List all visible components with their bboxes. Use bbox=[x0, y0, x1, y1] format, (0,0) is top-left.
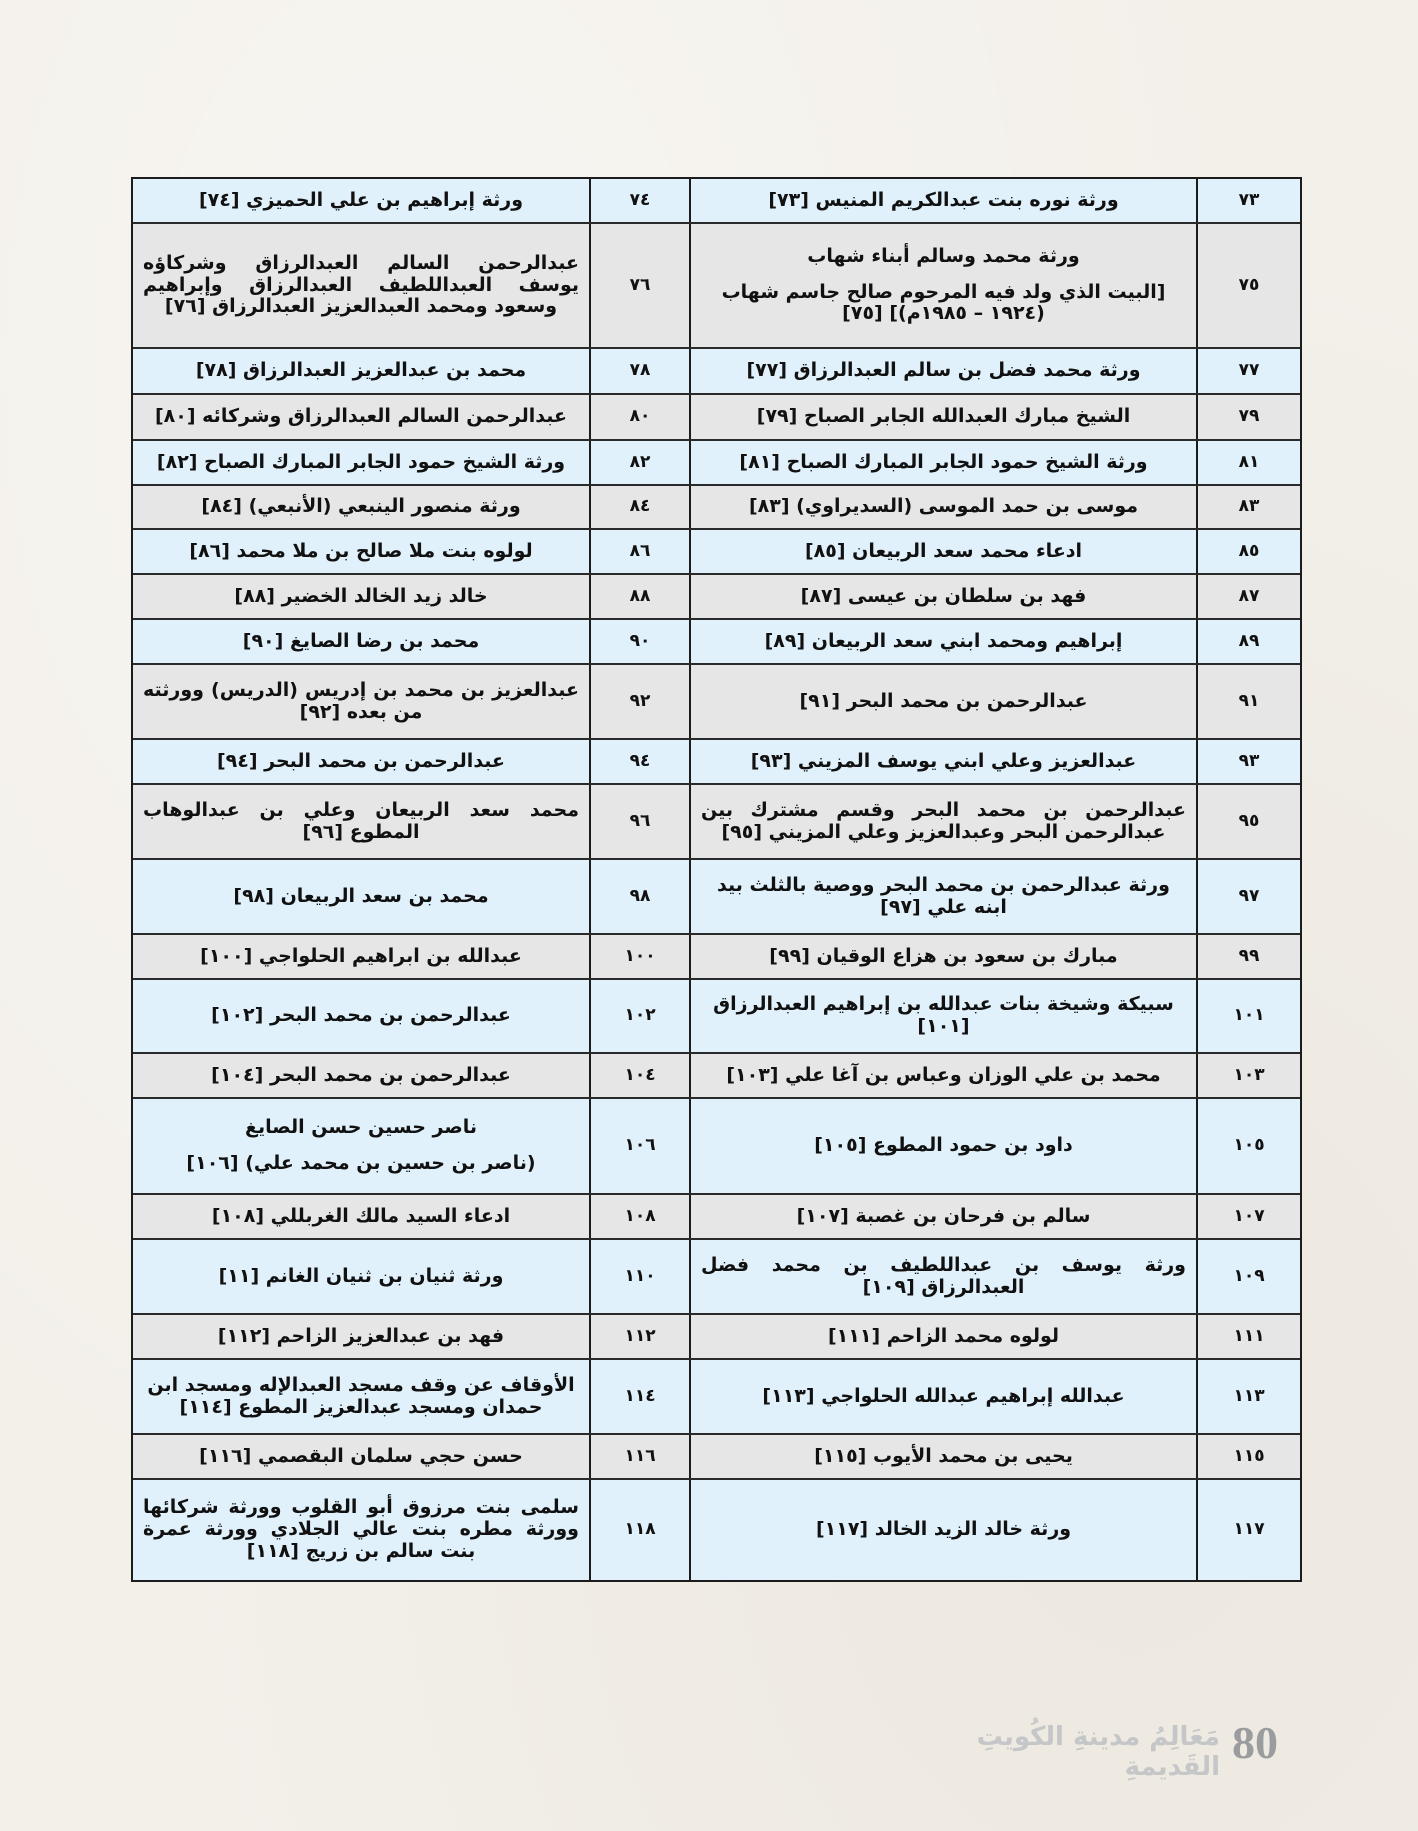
owner-name: عبدالرحمن بن محمد البحر [١٠٢] bbox=[211, 1004, 511, 1027]
owner-name: ورثة الشيخ حمود الجابر المبارك الصباح [٨٢] bbox=[156, 450, 566, 473]
row-number: ١١٢ bbox=[589, 1315, 689, 1358]
owner-name: محمد بن رضا الصايغ [٩٠] bbox=[242, 629, 480, 652]
owner-name-cell bbox=[133, 1360, 589, 1433]
page-number: 80 bbox=[1232, 1717, 1278, 1768]
table-row bbox=[133, 486, 1300, 530]
owner-name-cell bbox=[689, 860, 1196, 933]
table-row bbox=[133, 349, 1300, 395]
row-number: ٩٢ bbox=[589, 665, 689, 738]
owner-name-cell bbox=[133, 980, 589, 1052]
owner-name-cell bbox=[689, 980, 1196, 1052]
table-row bbox=[133, 179, 1300, 224]
row-number: ٨٧ bbox=[1196, 575, 1300, 618]
owner-name: لولوه محمد الزاحم [١١١] bbox=[827, 1324, 1060, 1347]
row-number: ١٠١ bbox=[1196, 980, 1300, 1052]
table-row bbox=[133, 1099, 1300, 1195]
owner-name-cell bbox=[689, 486, 1196, 528]
row-number: ٧٩ bbox=[1196, 395, 1300, 439]
row-number: ٨٩ bbox=[1196, 620, 1300, 663]
owner-name: ناصر حسين حسن الصايغ bbox=[245, 1116, 477, 1139]
owner-name: ورثة محمد وسالم أبناء شهاب bbox=[807, 244, 1080, 267]
owner-name: ورثة منصور الينبعي (الأنبعي) [٨٤] bbox=[201, 495, 521, 518]
property-owners-table bbox=[131, 177, 1302, 1582]
table-row bbox=[133, 1480, 1300, 1580]
owner-name: فهد بن سلطان بن عيسى [٨٧] bbox=[800, 584, 1087, 607]
owner-name-cell bbox=[133, 740, 589, 783]
owner-name: عبدالرحمن بن محمد البحر [١٠٤] bbox=[211, 1063, 511, 1086]
owner-name-cell bbox=[689, 349, 1196, 393]
row-number: ٨٥ bbox=[1196, 530, 1300, 573]
row-number: ٧٣ bbox=[1196, 179, 1300, 222]
owner-name: حسن حجي سلمان البقصمي [١١٦] bbox=[199, 1444, 523, 1467]
owner-name: عبدالرحمن بن محمد البحر [٩١] bbox=[799, 689, 1088, 712]
owner-name: ورثة الشيخ حمود الجابر المبارك الصباح [٨١] bbox=[739, 450, 1148, 473]
owner-name-cell bbox=[689, 740, 1196, 783]
owner-note: [البيت الذي ولد فيه المرحوم صالح جاسم شهاب (١٩٢٤ – ١٩٨٥م)] [٧٥] bbox=[721, 280, 1166, 325]
table-row bbox=[133, 1315, 1300, 1360]
row-number: ٩٩ bbox=[1196, 935, 1300, 978]
owner-name: ادعاء السيد مالك الغربللي [١٠٨] bbox=[211, 1204, 511, 1227]
row-number: ٩١ bbox=[1196, 665, 1300, 738]
owner-name: فهد بن عبدالعزيز الزاحم [١١٢] bbox=[217, 1324, 505, 1347]
owner-name-cell bbox=[133, 575, 589, 618]
owner-name-cell bbox=[133, 395, 589, 439]
owner-name-cell bbox=[689, 1054, 1196, 1097]
owner-name-cell bbox=[689, 1435, 1196, 1478]
owner-name-cell bbox=[689, 935, 1196, 978]
owner-name: محمد بن سعد الربيعان [٩٨] bbox=[233, 884, 489, 907]
owner-name-cell bbox=[133, 620, 589, 663]
table-row bbox=[133, 395, 1300, 441]
owner-name-cell bbox=[689, 179, 1196, 222]
row-number: ٧٨ bbox=[589, 349, 689, 393]
row-number: ١١٠ bbox=[589, 1240, 689, 1313]
table-row bbox=[133, 1240, 1300, 1315]
owner-name: سالم بن فرحان بن غصبة [١٠٧] bbox=[796, 1204, 1091, 1227]
owner-name: عبدالله إبراهيم عبدالله الحلواجي [١١٣] bbox=[762, 1384, 1125, 1407]
row-number: ٩٧ bbox=[1196, 860, 1300, 933]
row-number: ٩٠ bbox=[589, 620, 689, 663]
owner-name-cell bbox=[689, 1240, 1196, 1313]
owner-name-cell bbox=[689, 395, 1196, 439]
owner-name-cell bbox=[689, 575, 1196, 618]
row-number: ٨٠ bbox=[589, 395, 689, 439]
row-number: ١٠٦ bbox=[589, 1099, 689, 1193]
owner-alias: (ناصر بن حسين بن محمد علي) [١٠٦] bbox=[186, 1152, 536, 1174]
table-row bbox=[133, 441, 1300, 486]
row-number: ١١٦ bbox=[589, 1435, 689, 1478]
owner-name: عبدالعزيز بن محمد بن إدريس (الدريس) وورثته من بعده [٩٢] bbox=[143, 678, 579, 723]
owner-name-cell bbox=[689, 530, 1196, 573]
owner-name: محمد بن علي الوزان وعباس بن آغا علي [١٠٣] bbox=[726, 1063, 1161, 1086]
row-number: ١٠٨ bbox=[589, 1195, 689, 1238]
owner-name: عبدالرحمن السالم العبدالرزاق وشركائه [٨٠] bbox=[154, 405, 568, 428]
owner-name-cell bbox=[133, 224, 589, 347]
owner-name: إبراهيم ومحمد ابني سعد الربيعان [٨٩] bbox=[764, 629, 1123, 652]
row-number: ١١٤ bbox=[589, 1360, 689, 1433]
row-number: ١١٣ bbox=[1196, 1360, 1300, 1433]
owner-name: خالد زيد الخالد الخضير [٨٨] bbox=[234, 584, 488, 607]
owner-name: مبارك بن سعود بن هزاع الوقيان [٩٩] bbox=[769, 944, 1118, 967]
owner-name-cell bbox=[689, 224, 1196, 347]
owner-name-cell bbox=[689, 1360, 1196, 1433]
owner-name: الأوقاف عن وقف مسجد العبدالإله ومسجد ابن حمدان ومسجد عبدالعزيز المطوع [١١٤] bbox=[147, 1373, 575, 1418]
table-row bbox=[133, 1435, 1300, 1480]
row-number: ١٠٣ bbox=[1196, 1054, 1300, 1097]
row-number: ٨١ bbox=[1196, 441, 1300, 484]
table-row bbox=[133, 935, 1300, 980]
owner-name-cell bbox=[133, 486, 589, 528]
table-row bbox=[133, 980, 1300, 1054]
row-number: ٨٣ bbox=[1196, 486, 1300, 528]
table-row bbox=[133, 740, 1300, 785]
owner-name-cell bbox=[689, 1195, 1196, 1238]
owner-name: عبدالله بن ابراهيم الحلواجي [١٠٠] bbox=[200, 944, 522, 967]
row-number: ٩٦ bbox=[589, 785, 689, 858]
row-number: ١٠٤ bbox=[589, 1054, 689, 1097]
owner-name-cell bbox=[133, 935, 589, 978]
table-row bbox=[133, 785, 1300, 860]
owner-name: ورثة إبراهيم بن علي الحميزي [٧٤] bbox=[198, 188, 524, 211]
table-row bbox=[133, 1195, 1300, 1240]
row-number: ٩٤ bbox=[589, 740, 689, 783]
owner-name-cell bbox=[133, 1480, 589, 1580]
owner-name-cell bbox=[133, 349, 589, 393]
table-row bbox=[133, 620, 1300, 665]
owner-name-cell bbox=[133, 1435, 589, 1478]
owner-name-cell bbox=[133, 665, 589, 738]
row-number: ٧٧ bbox=[1196, 349, 1300, 393]
owner-name: ورثة نوره بنت عبدالكريم المنيس [٧٣] bbox=[768, 188, 1119, 211]
row-number: ٨٦ bbox=[589, 530, 689, 573]
owner-name-cell bbox=[133, 1054, 589, 1097]
owner-name-cell bbox=[133, 1195, 589, 1238]
owner-name: الشيخ مبارك العبدالله الجابر الصباح [٧٩] bbox=[756, 405, 1131, 428]
row-number: ٨٤ bbox=[589, 486, 689, 528]
owner-name: محمد بن عبدالعزيز العبدالرزاق [٧٨] bbox=[195, 359, 527, 382]
owner-name-cell bbox=[689, 1099, 1196, 1193]
owner-name-cell bbox=[133, 1099, 589, 1193]
owner-name: عبدالرحمن بن محمد البحر وقسم مشترك بين عبدالرحمن البحر وعبدالعزيز وعلي المزيني [٩٥] bbox=[701, 798, 1186, 843]
row-number: ٧٦ bbox=[589, 224, 689, 347]
row-number: ٩٨ bbox=[589, 860, 689, 933]
owner-name: داود بن حمود المطوع [١٠٥] bbox=[814, 1134, 1073, 1157]
row-number: ١٠٢ bbox=[589, 980, 689, 1052]
owner-name: ادعاء محمد سعد الربيعان [٨٥] bbox=[804, 539, 1083, 562]
owner-name: عبدالرحمن السالم العبدالرزاق وشركاؤه يوسف العبداللطيف العبدالرزاق وإبراهيم وسعود ومحمد العبدالعزيز العبدالرزاق [٧٦] bbox=[143, 251, 579, 318]
owner-name: محمد سعد الربيعان وعلي بن عبدالوهاب المطوع [٩٦] bbox=[143, 798, 579, 843]
row-number: ٨٨ bbox=[589, 575, 689, 618]
table-row bbox=[133, 1054, 1300, 1099]
owner-name-cell bbox=[133, 179, 589, 222]
owner-name-cell bbox=[133, 1240, 589, 1313]
owner-name: لولوه بنت ملا صالح بن ملا محمد [٨٦] bbox=[189, 539, 533, 562]
owner-name-cell bbox=[689, 785, 1196, 858]
owner-name: ورثة يوسف بن عبداللطيف بن محمد فضل العبدالرزاق [١٠٩] bbox=[701, 1253, 1186, 1298]
table-row bbox=[133, 1360, 1300, 1435]
owner-name: سبيكة وشيخة بنات عبدالله بن إبراهيم العبدالرزاق [١٠١] bbox=[713, 993, 1174, 1037]
owner-name: ورثة خالد الزيد الخالد [١١٧] bbox=[815, 1518, 1072, 1541]
row-number: ١٠٥ bbox=[1196, 1099, 1300, 1193]
owner-name-cell bbox=[133, 860, 589, 933]
owner-name-cell bbox=[133, 1315, 589, 1358]
row-number: ١١٧ bbox=[1196, 1480, 1300, 1580]
row-number: ١٠٠ bbox=[589, 935, 689, 978]
row-number: ٧٥ bbox=[1196, 224, 1300, 347]
owner-name-cell bbox=[689, 620, 1196, 663]
row-number: ١٠٧ bbox=[1196, 1195, 1300, 1238]
table-row bbox=[133, 530, 1300, 575]
owner-name: عبدالرحمن بن محمد البحر [٩٤] bbox=[216, 749, 506, 772]
owner-name: ورثة محمد فضل بن سالم العبدالرزاق [٧٧] bbox=[746, 359, 1141, 382]
owner-name-cell bbox=[133, 785, 589, 858]
table-row bbox=[133, 860, 1300, 935]
row-number: ٨٢ bbox=[589, 441, 689, 484]
owner-name-cell bbox=[689, 1480, 1196, 1580]
owner-name: ورثة عبدالرحمن بن محمد البحر ووصية بالثلث بيد ابنه علي [٩٧] bbox=[717, 873, 1170, 918]
row-number: ١٠٩ bbox=[1196, 1240, 1300, 1313]
row-number: ١١١ bbox=[1196, 1315, 1300, 1358]
owner-name-cell bbox=[689, 441, 1196, 484]
owner-name: يحيى بن محمد الأيوب [١١٥] bbox=[814, 1444, 1073, 1467]
row-number: ٧٤ bbox=[589, 179, 689, 222]
owner-name-cell bbox=[133, 441, 589, 484]
table-row bbox=[133, 575, 1300, 620]
owner-name: ورثة ثنيان بن ثنيان الغانم [١١] bbox=[218, 1264, 504, 1287]
owner-name-cell bbox=[133, 530, 589, 573]
owner-name: سلمى بنت مرزوق أبو القلوب وورثة شركائها وورثة مطره بنت عالي الجلادي وورثة عمرة بنت سالم بن زريج [١١٨] bbox=[143, 1496, 579, 1562]
row-number: ٩٣ bbox=[1196, 740, 1300, 783]
book-title: مَعَالِمُ مدينةِ الكُويتِ القَديمةِ bbox=[976, 1722, 1220, 1782]
owner-name: موسى بن حمد الموسى (السديراوي) [٨٣] bbox=[748, 495, 1139, 518]
table-row bbox=[133, 224, 1300, 349]
row-number: ١١٥ bbox=[1196, 1435, 1300, 1478]
row-number: ٩٥ bbox=[1196, 785, 1300, 858]
owner-name: عبدالعزيز وعلي ابني يوسف المزيني [٩٣] bbox=[750, 749, 1137, 772]
owner-name-cell bbox=[689, 665, 1196, 738]
table-row bbox=[133, 665, 1300, 740]
owner-name-cell bbox=[689, 1315, 1196, 1358]
row-number: ١١٨ bbox=[589, 1480, 689, 1580]
